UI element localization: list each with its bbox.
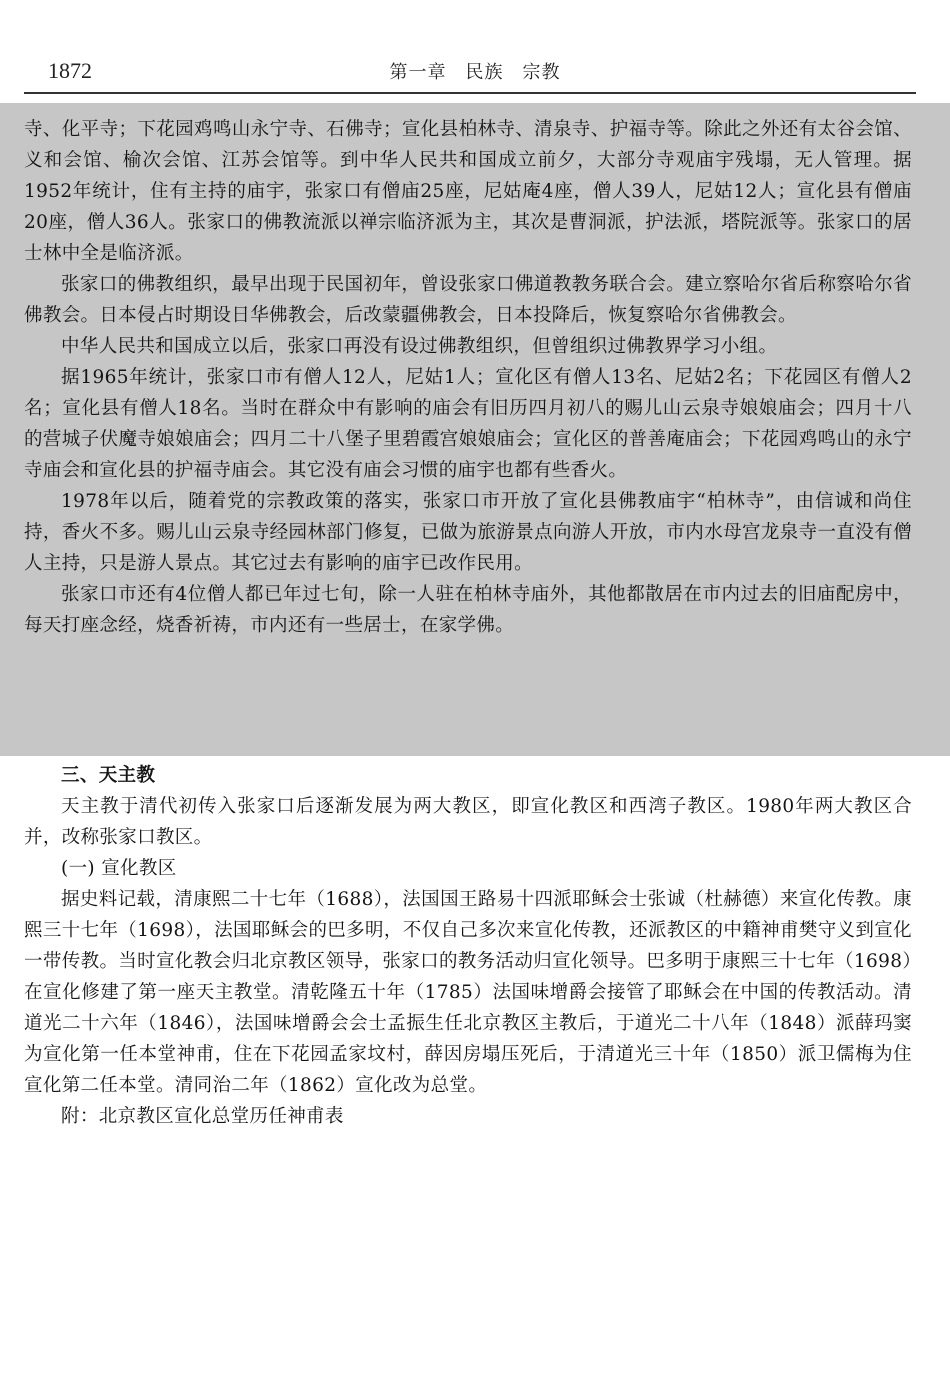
paragraph: 张家口市还有4位僧人都已年过七旬，除一人驻在柏林寺庙外，其他都散居在市内过去的旧庙配房中，每天打座念经，烧香祈祷，市内还有一些居士，在家学佛。: [24, 584, 912, 636]
page-number: 1872: [48, 58, 92, 83]
running-title: 第一章 民族 宗教: [389, 62, 561, 83]
page-header: [0, 0, 950, 100]
paragraph: 寺、化平寺；下花园鸡鸣山永宁寺、石佛寺；宣化县柏林寺、清泉寺、护福寺等。除此之外还有太谷会馆、义和会馆、榆次会馆、江苏会馆等。到中华人民共和国成立前夕，大部分寺观庙宇残塌，无人管理。据1952年统计，住有主持的庙宇，张家口有僧庙25座，尼姑庵4座，僧人39人，尼姑12人；宣化县有僧庙20座，僧人36人。张家口的佛教流派以禅宗临济派为主，其次是曹洞派，护法派，塔院派等。张家口的居士林中全是临济派。: [24, 119, 912, 264]
appendix-caption: 附：北京教区宣化总堂历任神甫表: [61, 1106, 344, 1127]
catholic-section: [24, 760, 912, 1132]
paragraph: 据1965年统计，张家口市有僧人12人，尼姑1人；宣化区有僧人13名、尼姑2名；下花园区有僧人2名；宣化县有僧人18名。当时在群众中有影响的庙会有旧历四月初八的赐儿山云泉寺娘娘庙会；四月十八的营城子伏魔寺娘娘庙会；四月二十八堡子里碧霞宫娘娘庙会；宣化区的普善庵庙会；下花园鸡鸣山的永宁寺庙会和宣化县的护福寺庙会。其它没有庙会习惯的庙宇也都有些香火。: [24, 367, 912, 481]
subsection-heading: (一) 宣化教区: [61, 858, 177, 879]
paragraph: 据史料记载，清康熙二十七年（1688），法国国王路易十四派耶稣会士张诚（杜赫德）来宣化传教。康熙三十七年（1698），法国耶稣会的巴多明，不仅自己多次来宣化传教，还派教区的中籍神甫樊守义到宣化一带传教。当时宣化教会归北京教区领导，张家口的教务活动归宣化领导。巴多明于康熙三十七年（1698）在宣化修建了第一座天主教堂。清乾隆五十年（1785）法国味增爵会接管了耶稣会在中国的传教活动。清道光二十六年（1846），法国味增爵会会士孟振生任北京教区主教后，于道光二十八年（1848）派薛玛窦为宣化第一任本堂神甫，住在下花园孟家坟村，薛因房塌压死后，于清道光三十年（1850）派卫儒梅为住宣化第二任本堂。清同治二年（1862）宣化改为总堂。: [24, 889, 912, 1096]
paragraph: 中华人民共和国成立以后，张家口再没有设过佛教组织，但曾组织过佛教界学习小组。: [61, 336, 778, 357]
paragraph: 张家口的佛教组织，最早出现于民国初年，曾设张家口佛道教教务联合会。建立察哈尔省后称察哈尔省佛教会。日本侵占时期设日华佛教会，后改蒙疆佛教会，日本投降后，恢复察哈尔省佛教会。: [24, 274, 912, 326]
paragraph: 天主教于清代初传入张家口后逐渐发展为两大教区，即宣化教区和西湾子教区。1980年两大教区合并，改称张家口教区。: [24, 796, 912, 848]
buddhism-section: [24, 114, 912, 641]
section-heading: 三、天主教: [61, 765, 156, 786]
paragraph: 1978年以后，随着党的宗教政策的落实，张家口市开放了宣化县佛教庙宇“柏林寺”，由信诚和尚住持，香火不多。赐儿山云泉寺经园林部门修复，已做为旅游景点向游人开放，市内水母宫龙泉寺一直没有僧人主持，只是游人景点。其它过去有影响的庙宇已改作民用。: [24, 491, 912, 574]
header-rule: [24, 92, 916, 94]
